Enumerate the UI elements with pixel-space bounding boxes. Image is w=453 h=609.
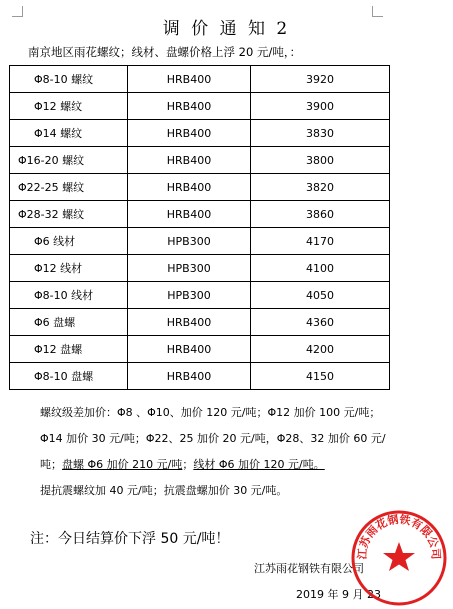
final-note: 注：今日结算价下浮 50 元/吨！ <box>30 531 230 547</box>
price-text: 3800 <box>306 153 334 167</box>
product-name-cell <box>10 120 128 147</box>
grade-cell <box>128 201 251 228</box>
seismic-text: 提抗震螺纹加 40 元/吨；抗震盘螺加价 30 元/吨。 <box>40 484 288 497</box>
product-name-text: Φ8-10 盘螺 <box>34 370 94 383</box>
wire-extra-text: 线材 Φ6 加价 120 元/吨。 <box>193 458 325 471</box>
grade-cell <box>128 228 251 255</box>
grade-text: HRB400 <box>166 369 212 383</box>
grade-cell <box>128 255 251 282</box>
price-text: 3900 <box>306 99 334 113</box>
product-name-text: Φ16-20 螺纹 <box>18 154 85 167</box>
table-row <box>10 93 390 120</box>
price-cell <box>251 120 390 147</box>
grade-cell <box>128 336 251 363</box>
product-name-cell <box>10 147 128 174</box>
company-name: 江苏雨花钢铁有限公司 <box>254 562 364 575</box>
product-name-text: Φ14 螺纹 <box>34 127 83 140</box>
grade-cell <box>128 174 251 201</box>
signature-date: 2019 年 9 月 23 <box>296 588 381 601</box>
seal-text: 江苏雨花钢铁有限公司 <box>355 512 443 560</box>
grade-text: HPB300 <box>167 234 211 248</box>
price-cell <box>251 66 390 93</box>
notes-section <box>14 400 386 504</box>
product-name-cell <box>10 174 128 201</box>
table-row <box>10 66 390 93</box>
product-name-text: Φ8-10 螺纹 <box>34 73 94 86</box>
grade-cell <box>128 147 251 174</box>
product-name-text: Φ6 盘螺 <box>34 316 76 329</box>
product-name-cell <box>10 363 128 390</box>
product-name-text: Φ6 线材 <box>34 235 76 248</box>
price-cell <box>251 201 390 228</box>
grade-text: HRB400 <box>166 207 212 221</box>
table-row <box>10 255 390 282</box>
price-cell <box>251 93 390 120</box>
table-row <box>10 174 390 201</box>
price-text: 4150 <box>306 369 334 383</box>
table-row <box>10 282 390 309</box>
price-text: 3860 <box>306 207 334 221</box>
product-name-cell <box>10 309 128 336</box>
product-name-cell <box>10 255 128 282</box>
product-name-cell <box>10 93 128 120</box>
product-name-text: Φ28-32 螺纹 <box>18 208 85 221</box>
price-cell <box>251 336 390 363</box>
grade-cell <box>128 93 251 120</box>
grade-text: HPB300 <box>167 261 211 275</box>
price-text: 3830 <box>306 126 334 140</box>
grade-cell <box>128 309 251 336</box>
table-row <box>10 147 390 174</box>
product-name-text: Φ12 盘螺 <box>34 343 83 356</box>
price-text: 3820 <box>306 180 334 194</box>
notes-paragraph <box>14 400 386 478</box>
price-cell <box>251 255 390 282</box>
grade-text: HRB400 <box>166 99 212 113</box>
grade-text: HRB400 <box>166 153 212 167</box>
price-text: 4360 <box>306 315 334 329</box>
price-cell <box>251 363 390 390</box>
separator-text: ； <box>182 458 194 471</box>
price-text: 4050 <box>306 288 334 302</box>
price-text: 4100 <box>306 261 334 275</box>
grade-cell <box>128 363 251 390</box>
table-row <box>10 201 390 228</box>
table-row <box>10 309 390 336</box>
grade-text: HRB400 <box>166 180 212 194</box>
table-row <box>10 336 390 363</box>
grade-cell <box>128 282 251 309</box>
notice-title: 调 价 通 知 2 <box>162 19 291 39</box>
product-name-text: Φ12 线材 <box>34 262 83 275</box>
price-cell <box>251 228 390 255</box>
product-name-cell <box>10 201 128 228</box>
product-name-cell <box>10 228 128 255</box>
price-text: 4170 <box>306 234 334 248</box>
price-cell <box>251 147 390 174</box>
price-cell <box>251 174 390 201</box>
coil-extra-text: 盘螺 Φ6 加价 210 元/吨 <box>62 458 183 471</box>
grade-cell <box>128 120 251 147</box>
price-text: 3920 <box>306 72 334 86</box>
grade-cell <box>128 66 251 93</box>
grade-text: HRB400 <box>166 126 212 140</box>
product-name-cell <box>10 66 128 93</box>
price-text: 4200 <box>306 342 334 356</box>
product-name-cell <box>10 336 128 363</box>
table-row <box>10 228 390 255</box>
price-cell <box>251 309 390 336</box>
intro-text: 南京地区雨花螺纹；线材、盘螺价格上浮 20 元/吨，： <box>28 45 302 59</box>
product-name-cell <box>10 282 128 309</box>
product-name-text: Φ8-10 线材 <box>34 289 94 302</box>
grade-text: HRB400 <box>166 342 212 356</box>
price-table-body <box>10 66 390 390</box>
seal-star-icon <box>383 542 415 571</box>
price-table <box>9 65 390 390</box>
price-cell <box>251 282 390 309</box>
grade-text: HRB400 <box>166 315 212 329</box>
table-row <box>10 120 390 147</box>
table-row <box>10 363 390 390</box>
grade-text: HRB400 <box>166 72 212 86</box>
company-seal-stamp <box>349 508 449 608</box>
grade-text: HPB300 <box>167 288 211 302</box>
product-name-text: Φ12 螺纹 <box>34 100 83 113</box>
spec-diff-text: 螺纹级差加价：Φ8 、Φ10、加价 120 元/吨；Φ12 加价 100 元/吨；Φ14 加价 30 元/吨；Φ22、25 加价 20 元/吨，Φ28、32 加价 60 元/吨； <box>40 406 386 471</box>
product-name-text: Φ22-25 螺纹 <box>18 181 85 194</box>
